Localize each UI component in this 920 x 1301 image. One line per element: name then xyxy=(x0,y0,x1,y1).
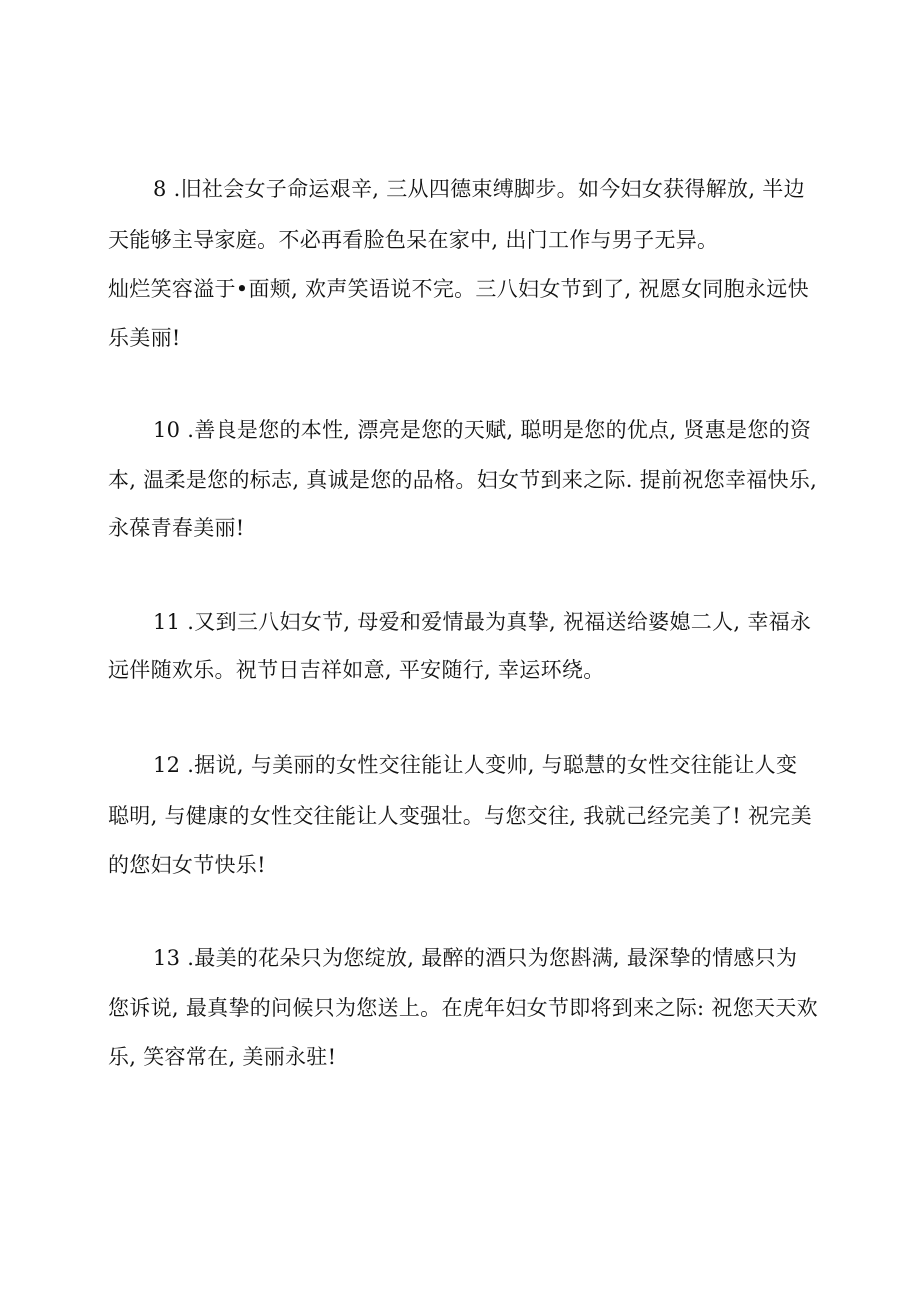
paragraph-8-line-2: 天能够主导家庭。不必再看脸色呆在家中, 出门工作与男子无异。 xyxy=(108,228,719,252)
paragraph-12-line-1: 12 .据说, 与美丽的女性交往能让人变帅, 与聪慧的女性交往能让人变 xyxy=(153,753,798,777)
paragraph-13-line-2: 您诉说, 最真挚的问候只为您送上。在虎年妇女节即将到来之际: 祝您天天欢 xyxy=(108,996,818,1020)
paragraph-13-line-1: 13 .最美的花朵只为您绽放, 最醉的酒只为您斟满, 最深挚的情感只为 xyxy=(153,946,798,970)
paragraph-12-line-2: 聪明, 与健康的女性交往能让人变强壮。与您交往, 我就己经完美了! 祝完美 xyxy=(108,804,812,828)
paragraph-11-line-2: 远伴随欢乐。祝节日吉祥如意, 平安随行, 幸运环绕。 xyxy=(108,658,605,682)
paragraph-10-line-2: 本, 温柔是您的标志, 真诚是您的品格。妇女节到来之际. 提前祝您幸福快乐, xyxy=(108,468,818,492)
paragraph-11-line-1: 11 .又到三八妇女节, 母爱和爱情最为真挚, 祝福送给婆媳二人, 幸福永 xyxy=(153,610,812,634)
paragraph-8-line-3: 灿烂笑容溢于•面颊, 欢声笑语说不完。三八妇女节到了, 祝愿女同胞永远快 xyxy=(108,277,809,301)
paragraph-8-line-1: 8 .旧社会女子命运艰辛, 三从四德束缚脚步。如今妇女获得解放, 半边 xyxy=(153,177,805,201)
paragraph-13-line-3: 乐, 笑容常在, 美丽永驻! xyxy=(108,1045,337,1069)
paragraph-10-line-1: 10 .善良是您的本性, 漂亮是您的天赋, 聪明是您的优点, 贤惠是您的资 xyxy=(153,418,812,442)
paragraph-10-line-3: 永葆青春美丽! xyxy=(108,516,245,540)
paragraph-12-line-3: 的您妇女节快乐! xyxy=(108,853,266,877)
paragraph-8-line-4: 乐美丽! xyxy=(108,326,181,350)
